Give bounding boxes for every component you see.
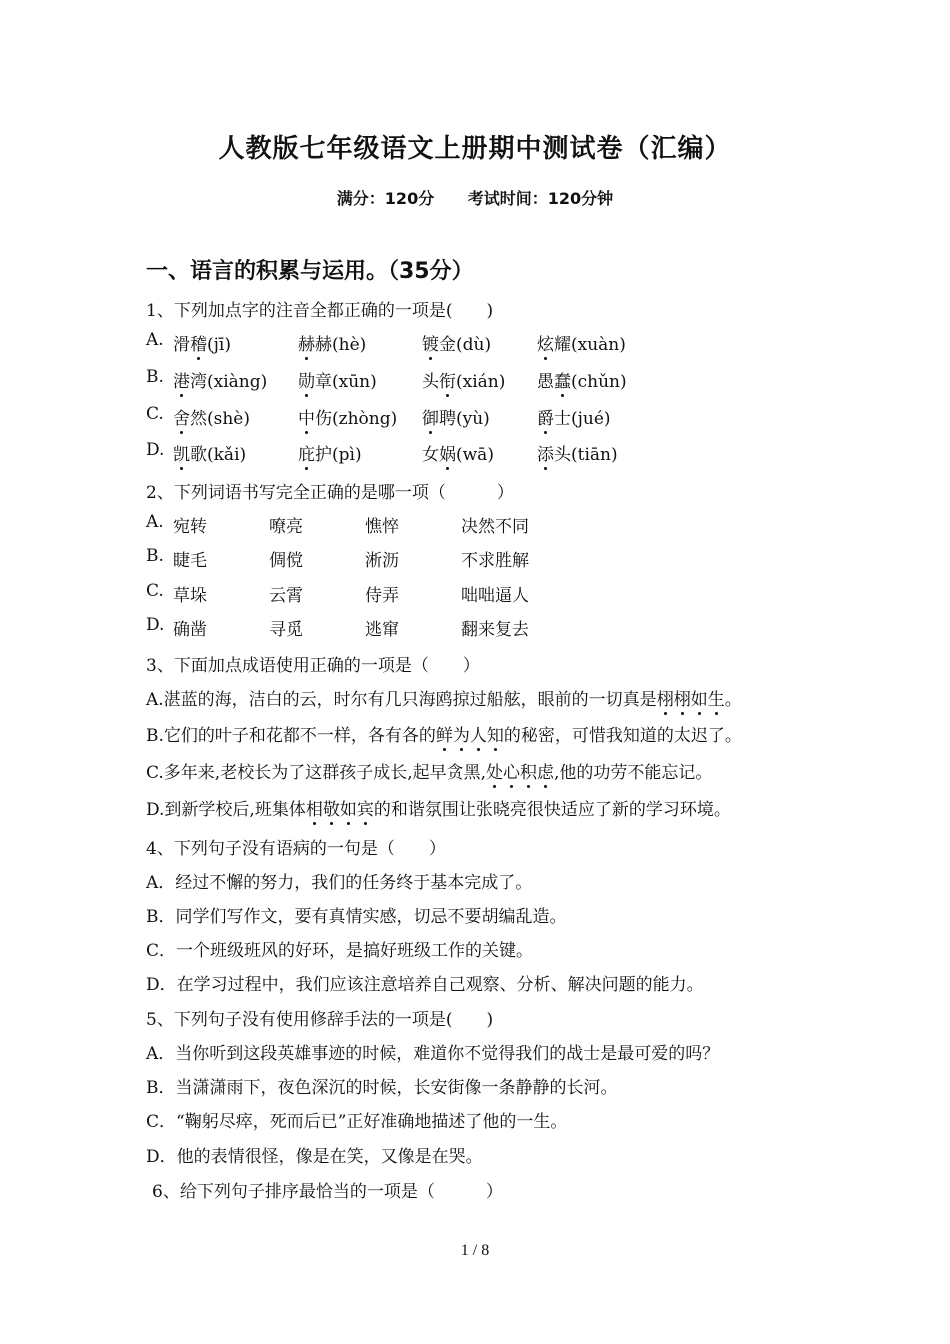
exam-time: 考试时间：120分钟 (467, 189, 614, 208)
q2-option-label: D. (146, 615, 165, 635)
dotted-char: 处 (486, 758, 503, 783)
q1-term (298, 330, 366, 355)
q4-option: B．同学们写作文，要有真情实感，切忌不要胡编乱造。 (146, 907, 567, 927)
full-score: 满分：120分 (336, 189, 435, 208)
option-text: 。 (724, 690, 742, 710)
dotted-char: 衔 (439, 367, 456, 392)
dotted-char: 栩 (674, 685, 691, 710)
dotted-char: 舍 (173, 404, 190, 429)
q1-term (298, 367, 377, 392)
term-pinyin: (wā) (456, 445, 494, 465)
q6-stem: 6、给下列句子排序最恰当的一项是（ ） (152, 1182, 503, 1202)
dotted-char: 蠢 (554, 367, 571, 392)
q2-word: 确凿 (173, 620, 207, 640)
q1-term (422, 330, 491, 355)
dotted-char: 如 (691, 685, 708, 710)
term-pinyin: 章(xūn) (315, 372, 377, 392)
dotted-char: 娲 (439, 440, 456, 465)
term-text: 愚 (537, 372, 554, 392)
q4-option: C．一个班级班风的好环，是搞好班级工作的关键。 (146, 941, 534, 961)
q2-word: 逃窜 (365, 620, 399, 640)
q2-word: 翻来复去 (461, 620, 529, 640)
dotted-char: 勋 (298, 367, 315, 392)
term-pinyin: 耀(xuàn) (554, 335, 626, 355)
dotted-char: 如 (340, 795, 357, 820)
q1-term (173, 404, 250, 429)
term-pinyin: 聘(yù) (439, 409, 490, 429)
dotted-idiom (657, 690, 725, 710)
q1-term (173, 330, 231, 355)
term-pinyin: 湾(xiàng) (190, 372, 268, 392)
dotted-char: 相 (306, 795, 323, 820)
q2-word: 嘹亮 (269, 517, 303, 537)
dotted-char: 人 (470, 721, 487, 746)
q1-option-label: D. (146, 440, 165, 460)
q5-option: B．当潇潇雨下，夜色深沉的时候，长安街像一条静静的长河。 (146, 1078, 618, 1098)
dotted-idiom (306, 800, 374, 820)
q2-word: 倜傥 (269, 551, 303, 571)
page-title: 人教版七年级语文上册期中测试卷（汇编） (218, 134, 732, 164)
q1-term (422, 440, 494, 465)
q5-option: D．他的表情很怪，像是在笑，又像是在哭。 (146, 1147, 483, 1167)
option-text: ,他的功劳不能忘记。 (554, 763, 713, 783)
q2-word: 草垛 (173, 586, 207, 606)
section-heading: 一、语言的积累与运用。（35分） (146, 259, 474, 284)
q2-word: 淅沥 (365, 551, 399, 571)
q4-option: A．经过不懈的努力，我们的任务终于基本完成了。 (146, 873, 533, 893)
option-text: 的和谐氛围让张晓亮很快适应了新的学习环境。 (373, 800, 731, 820)
dotted-char: 赫 (298, 330, 315, 355)
dotted-char: 心 (503, 758, 520, 783)
dotted-char: 知 (487, 721, 504, 746)
q1-term (298, 440, 362, 465)
q1-term (537, 367, 627, 392)
term-pinyin: 歌(kǎi) (190, 445, 247, 465)
dotted-char: 稽 (190, 330, 207, 355)
q2-word: 睫毛 (173, 551, 207, 571)
q1-term (422, 367, 505, 392)
exam-info (0, 186, 950, 209)
q1-term (422, 404, 490, 429)
option-text: B.它们的叶子和花都不一样，各有各的 (146, 726, 436, 746)
dotted-char: 鲜 (436, 721, 453, 746)
q2-option-label: B. (146, 546, 164, 566)
term-pinyin: 头(tiān) (554, 445, 618, 465)
q1-option-label: B. (146, 367, 164, 387)
term-pinyin: (chǔn) (571, 372, 627, 392)
q1-term (537, 440, 618, 465)
q2-word: 憔悴 (365, 517, 399, 537)
dotted-char: 凯 (173, 440, 190, 465)
q1-term (173, 367, 267, 392)
term-pinyin: 伤(zhòng) (315, 409, 398, 429)
q1-stem: 1、下列加点字的注音全都正确的一项是( ) (146, 301, 494, 321)
dotted-char: 御 (422, 404, 439, 429)
term-text: 头 (422, 372, 439, 392)
dotted-char: 积 (520, 758, 537, 783)
q4-stem: 4、下列句子没有语病的一句是（ ） (146, 839, 446, 859)
dotted-char: 虑 (537, 758, 554, 783)
q2-option-label: C. (146, 581, 164, 601)
dotted-idiom (436, 726, 504, 746)
term-text: 滑 (173, 335, 190, 355)
term-pinyin: 士(jué) (554, 409, 611, 429)
dotted-char: 镀 (422, 330, 439, 355)
q2-word: 决然不同 (461, 517, 529, 537)
q1-option-label: C. (146, 404, 164, 424)
option-text: 的秘密，可惜我知道的太迟了。 (503, 726, 742, 746)
q1-option-label: A. (146, 330, 164, 350)
option-text: C.多年来,老校长为了这群孩子成长,起早贪黑, (146, 763, 487, 783)
dotted-idiom (486, 763, 554, 783)
dotted-char: 生 (708, 685, 725, 710)
term-pinyin: (jī) (207, 335, 231, 355)
dotted-char: 为 (453, 721, 470, 746)
dotted-char: 栩 (657, 685, 674, 710)
q3-option (146, 795, 731, 820)
dotted-char: 宾 (357, 795, 374, 820)
q3-option (146, 685, 742, 710)
q1-term (298, 404, 397, 429)
q2-word: 咄咄逼人 (461, 586, 529, 606)
dotted-char: 爵 (537, 404, 554, 429)
page-number: 1 / 8 (460, 1242, 490, 1259)
q1-term (537, 330, 626, 355)
term-pinyin: 护(pì) (315, 445, 362, 465)
dotted-char: 中 (298, 404, 315, 429)
dotted-char: 敬 (323, 795, 340, 820)
q2-word: 不求胜解 (461, 551, 529, 571)
q3-stem: 3、下面加点成语使用正确的一项是（ ） (146, 656, 480, 676)
dotted-char: 港 (173, 367, 190, 392)
term-pinyin: 赫(hè) (315, 335, 367, 355)
q5-option: C．“鞠躬尽瘁，死而后已”正好准确地描述了他的一生。 (146, 1112, 568, 1132)
q2-word: 云霄 (269, 586, 303, 606)
dotted-char: 炫 (537, 330, 554, 355)
q2-word: 寻觅 (269, 620, 303, 640)
option-text: D.到新学校后,班集体 (146, 800, 306, 820)
q2-word: 侍弄 (365, 586, 399, 606)
q4-option: D．在学习过程中，我们应该注意培养自己观察、分析、解决问题的能力。 (146, 975, 704, 995)
q5-option: A．当你听到这段英雄事迹的时候，难道你不觉得我们的战士是最可爱的吗？ (146, 1044, 720, 1064)
q1-term (537, 404, 611, 429)
q1-term (173, 440, 246, 465)
q3-option (146, 721, 742, 746)
term-text: 女 (422, 445, 439, 465)
q3-option (146, 758, 712, 783)
term-pinyin: 金(dù) (439, 335, 492, 355)
term-pinyin: 然(shè) (190, 409, 250, 429)
dotted-char: 庇 (298, 440, 315, 465)
q5-stem: 5、下列句子没有使用修辞手法的一项是( ) (146, 1010, 494, 1030)
option-text: A.湛蓝的海，洁白的云，时尔有几只海鸥掠过船舷，眼前的一切真是 (146, 690, 657, 710)
q2-stem: 2、下列词语书写完全正确的是哪一项（ ） (146, 483, 514, 503)
q2-option-label: A. (146, 512, 164, 532)
dotted-char: 添 (537, 440, 554, 465)
q2-word: 宛转 (173, 517, 207, 537)
term-pinyin: (xián) (456, 372, 506, 392)
